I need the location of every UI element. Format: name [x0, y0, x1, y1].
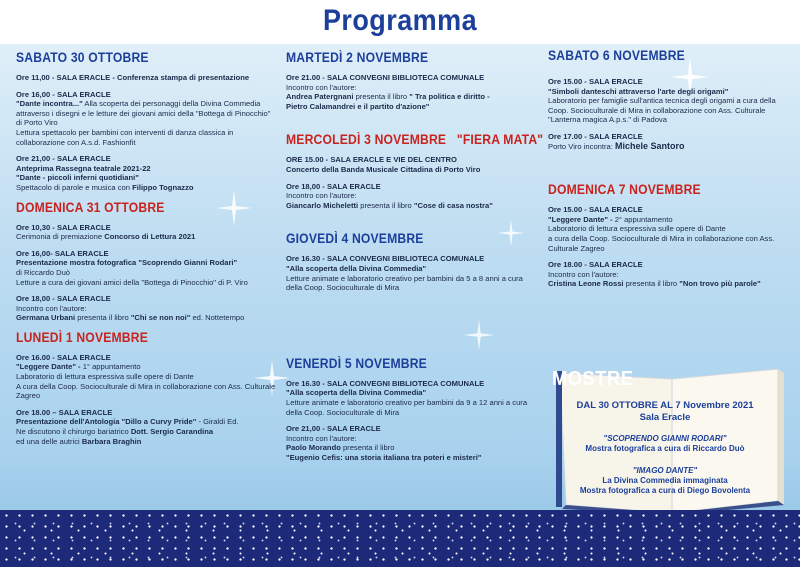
event: Ore 17.00 - SALA ERACLE Porto Viro incontra: Michele Santoro [548, 131, 685, 151]
day-heading: SABATO 6 NOVEMBRE [548, 48, 685, 63]
day-heading: MARTEDÌ 2 NOVEMBRE [286, 50, 429, 65]
event: Ore 16,00 - SALA ERACLE "Dante incontra..." Alla scoperta dei personaggi della Divina Commedia attraverso i disegni e le letture dei giovani amici della "Bottega di Pinocchio" di Porto Viro Lettura spettacolo per bambini con interventi di danza classica in collaborazione con A.s.d. Fashionfit [16, 89, 271, 147]
event: Ore 11,00 - SALA ERACLE - Conferenza stampa di presentazione [16, 73, 250, 82]
mostre-dates: DAL 30 OTTOBRE AL 7 Novembre 2021 [576, 400, 754, 411]
day-heading: SABATO 30 OTTOBRE [16, 50, 149, 65]
starry-footer [0, 510, 800, 567]
event: Ore 16,00- SALA ERACLE Presentazione mostra fotografica "Scoprendo Gianni Rodari" di Riccardo Duò Letture a cura dei giovani amici della "Bottega di Pinocchio" di P. Viro [16, 248, 248, 287]
mostre-2-line2: Mostra fotografica a cura di Diego Bovolenta [579, 486, 751, 495]
event: Ore 18,00 - SALA ERACLE Incontro con l'autore: Giancarlo Micheletti presenta il libro "Cose di casa nostra" [286, 181, 493, 210]
column-left [14, 44, 276, 453]
day-heading: DOMENICA 31 OTTOBRE [16, 199, 165, 215]
event: Ore 18.00 – SALA ERACLE Presentazione dell'Antologia "Dillo a Curvy Pride" - Giraldi Ed. Ne discutono il chirurgo bariatrico Dott. Sergio Carandina ed una delle autrici Barbara Braghin [16, 407, 239, 446]
event: Ore 18.00 - SALA ERACLE Incontro con l'autore: Cristina Leone Rossi presenta il libro "Non trovo più parole" [548, 260, 761, 289]
event: Ore 16.30 - SALA CONVEGNI BIBLIOTECA COMUNALE "Alla scoperta della Divina Commedia" Letture animate e laboratorio creativo per bambini da 5 a 8 anni a cura della Coop. Socioculturale di Mira [286, 254, 523, 293]
event: Ore 18,00 - SALA ERACLE Incontro con l'autore: Germana Urbani presenta il libro "Chi se non noi" ed. Nottetempo [16, 294, 245, 323]
day-heading: MERCOLEDÌ 3 NOVEMBRE "FIERA MATA" [286, 132, 544, 148]
event: Ore 16.00 - SALA ERACLE "Leggere Dante" - 1° appuntamento Laboratorio di lettura espressiva sulle opere di Dante A cura della Coop. Socioculturale di Mira in collaborazione con Ass. Culturale Zagreo [16, 352, 276, 401]
event: ORE 15.00 - SALA ERACLE E VIE DEL CENTRO Concerto della Banda Musicale Cittadina di Porto Viro [286, 155, 481, 174]
mostre-2-line1: La Divina Commedia immaginata [602, 476, 728, 485]
event: Ore 15.00 - SALA ERACLE "Leggere Dante" - 2° appuntamento Laboratorio di lettura espressiva sulle opere di Dante a cura della Coop. Socioculturale di Mira in collaborazione con Ass. Culturale Zagreo [548, 205, 775, 253]
event: Ore 21,00 - SALA ERACLE Incontro con l'autore: Paolo Morando presenta il libro "Eugenio Cefis: una storia italiana tra poteri e misteri" [286, 424, 482, 462]
mostre-1-text: Mostra fotografica a cura di Riccardo Duò [585, 444, 745, 453]
column-right [546, 44, 792, 296]
event: Ore 10,30 - SALA ERACLE Cerimonia di premiazione Concorso di Lettura 2021 [16, 222, 196, 242]
event: Ore 21,00 - SALA ERACLE Anteprima Rassegna teatrale 2021-22 "Dante - piccoli inferni quotidiani" Spettacolo di parole e musica con Filippo Tognazzo [16, 154, 194, 192]
day-heading: DOMENICA 7 NOVEMBRE [548, 182, 701, 198]
page-title: Programma [322, 4, 478, 37]
mostre-place: Sala Eracle [639, 412, 691, 423]
mostre-details [565, 400, 765, 496]
event: Ore 21.00 - SALA CONVEGNI BIBLIOTECA COMUNALE Incontro con l'autore: Andrea Patergnani presenta il libro " Tra politica e diritto - Pietro Calamandrei e il partito d'azione" [286, 73, 490, 111]
day-heading: VENERDÌ 5 NOVEMBRE [286, 355, 427, 371]
mostre-2-title: "IMAGO DANTE" [632, 466, 698, 475]
event: Ore 16.30 - SALA CONVEGNI BIBLIOTECA COMUNALE "Alla scoperta della Divina Commedia" Letture animate e laboratorio creativo per bambini da 9 a 12 anni a cura della Coop. Socioculturale di Mira [286, 378, 528, 417]
mostre-title: MOSTRE [552, 368, 634, 390]
event: Ore 15.00 - SALA ERACLE "Simboli danteschi attraverso l'arte degli origami" Laboratorio per famiglie sull'antica tecnica degli origami a cura della Coop. Socioculturale di Mira in collaborazione con Ass. Culturale "Lanterna magica A.p.s." di Padova [548, 77, 776, 125]
day-heading: GIOVEDÌ 4 NOVEMBRE [286, 231, 424, 247]
column-middle [284, 44, 544, 469]
mostre-1-title: "SCOPRENDO GIANNI RODARI" [603, 434, 727, 443]
day-heading: LUNEDÌ 1 NOVEMBRE [16, 329, 149, 345]
